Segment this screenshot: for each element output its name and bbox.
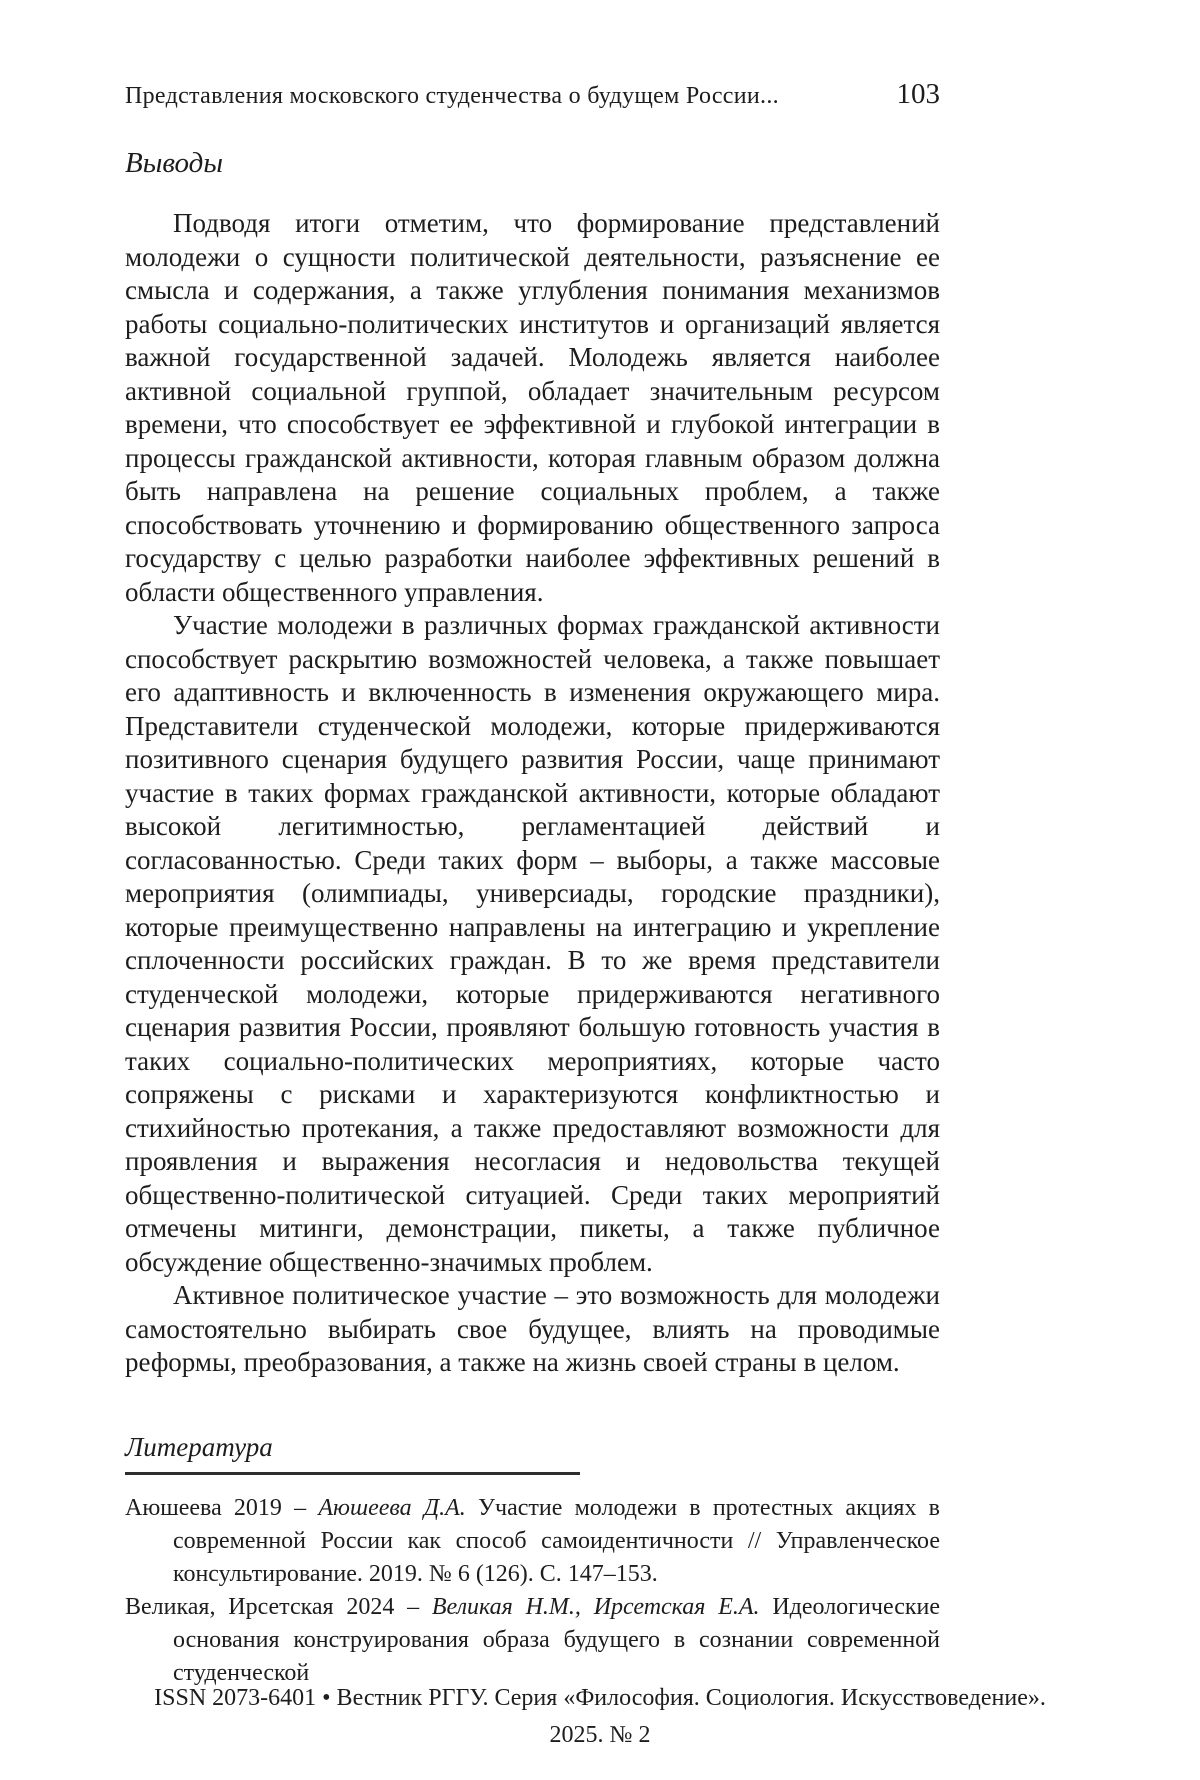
literature-heading: Литература (125, 1431, 273, 1462)
body-paragraph-2: Участие молодежи в различных формах гражданской активности способствует раскрытию возможностей человека, а также повышает его адаптивность и включенность в изменения окружающего мира. Представители студенческой молодежи, которые придерживаются позитивного сценария будущего развития России, чаще принимают участие в таких формах гражданской активности, которые обладают высокой легитимностью, регламентацией действий и согласованностью. Среди таких форм – выборы, а также массовые мероприятия (олимпиады, универсиады, городские праздники), которые преимущественно направлены на интеграцию и укрепление сплоченности российских граждан. В то же время представители студенческой молодежи, которые придерживаются негативного сценария развития России, проявляют большую готовность участия в таких социально-политических мероприятиях, которые часто сопряжены с рисками и характеризуются конфликтностью и стихийностью протекания, а также предоставляют возможности для проявления и выражения несогласия и недовольства текущей общественно-политической ситуацией. Среди таких мероприятий отмечены митинги, демонстрации, пикеты, а также публичное обсуждение общественно-значимых проблем. (125, 610, 940, 1277)
page-number: 103 (896, 78, 940, 110)
reference-text: Участие молодежи в протестных акциях в современной России как способ самоидентичности // Управленческое консультирование. 2019. № 6 (126). С. 147–153. (173, 1494, 941, 1587)
body-paragraph-1: Подводя итоги отметим, что формирование представлений молодежи о сущности политической деятельности, разъяснение ее смысла и содержания, а также углубления понимания механизмов работы социально-политических институтов и организаций является важной государственной задачей. Молодежь является наиболее активной социальной группой, обладает значительным ресурсом времени, что способствует ее эффективной и глубокой интеграции в процессы гражданской активности, которая главным образом должна быть направлена на решение социальных проблем, а также способствовать уточнению и формированию общественного запроса государству с целью разработки наиболее эффективных решений в области общественного управления. (125, 208, 940, 607)
page-footer (0, 1680, 1200, 1754)
reference-authors: Великая Н.М., Ирсетская Е.А. (431, 1593, 760, 1620)
footer-issue-line: 2025. № 2 (549, 1722, 651, 1748)
section-heading-conclusions: Выводы (125, 147, 223, 179)
reference-label: Великая, Ирсетская 2024 – (125, 1593, 432, 1620)
footer-issn-line: ISSN 2073-6401 • Вестник РГГУ. Серия «Философия. Социология. Искусствоведение». (154, 1685, 1046, 1711)
reference-list (125, 1492, 940, 1690)
reference-label: Аюшеева 2019 – (125, 1494, 319, 1521)
reference-text: Идеологические основания конструирования образа будущего в сознании современной студенческой (173, 1593, 940, 1686)
body-paragraph-3: Активное политическое участие – это возможность для молодежи самостоятельно выбирать свое будущее, влиять на проводимые реформы, преобразования, а также на жизнь своей страны в целом. (125, 1280, 940, 1377)
text-column (125, 0, 940, 1690)
running-head (125, 0, 940, 111)
reference-authors: Аюшеева Д.А. (318, 1494, 466, 1521)
reference-entry (125, 1591, 940, 1690)
reference-entry (125, 1492, 940, 1591)
literature-divider-rule (125, 1472, 580, 1475)
running-head-title: Представления московского студенчества о будущем России... (125, 83, 779, 109)
